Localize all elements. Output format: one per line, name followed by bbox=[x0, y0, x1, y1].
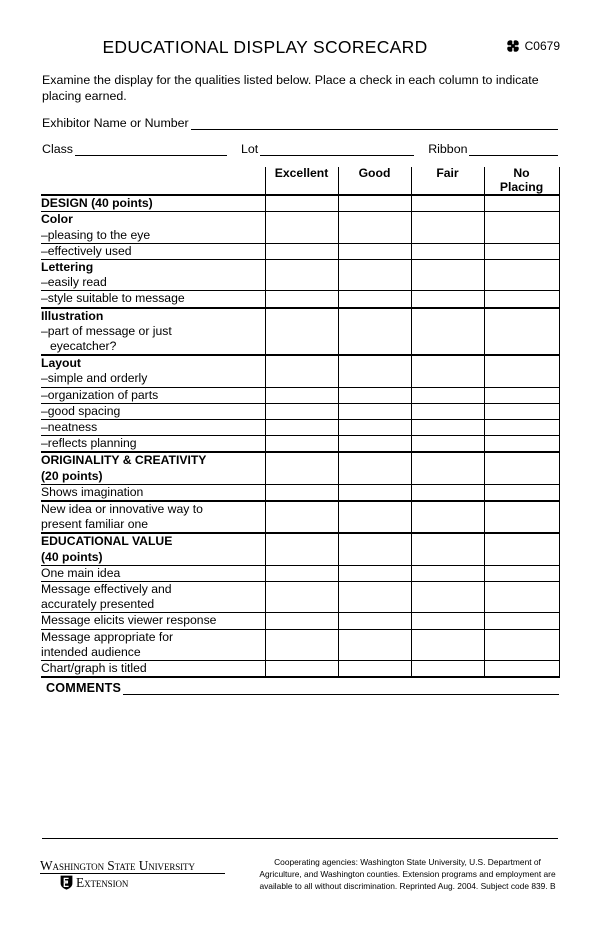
checkbox-cell-good[interactable] bbox=[338, 452, 411, 484]
checkbox-cell-fair[interactable] bbox=[411, 195, 484, 212]
checkbox-cell-good[interactable] bbox=[338, 291, 411, 308]
row-line1: ORIGINALITY & CREATIVITY bbox=[41, 453, 207, 468]
row-label-cell bbox=[41, 260, 265, 291]
row-label-cell bbox=[41, 355, 265, 387]
row-line2: –simple and orderly bbox=[41, 371, 148, 386]
row-line1: –reflects planning bbox=[41, 436, 137, 451]
row-line1: EDUCATIONAL VALUE bbox=[41, 534, 173, 549]
checkbox-cell-no-placing[interactable] bbox=[484, 501, 559, 533]
table-row bbox=[41, 661, 559, 678]
table-row bbox=[41, 195, 559, 212]
comments-row bbox=[41, 677, 559, 696]
row-label-cell bbox=[41, 291, 265, 308]
header-no-placing-line2: Placing bbox=[499, 179, 544, 194]
table-row bbox=[41, 308, 559, 356]
checkbox-cell-excellent[interactable] bbox=[265, 565, 338, 581]
row-label-cell bbox=[41, 661, 265, 678]
checkbox-cell-good[interactable] bbox=[338, 613, 411, 629]
class-lot-ribbon-row bbox=[42, 142, 558, 157]
row-line3: eyecatcher? bbox=[50, 339, 117, 354]
header-fair: Fair bbox=[411, 167, 484, 195]
row-line2: –easily read bbox=[41, 275, 107, 290]
row-label-cell bbox=[41, 195, 265, 212]
row-label-cell bbox=[41, 629, 265, 660]
scorecard-table bbox=[41, 167, 560, 696]
checkbox-cell-no-placing[interactable] bbox=[484, 613, 559, 629]
exhibitor-input[interactable] bbox=[191, 118, 558, 130]
bottom-divider bbox=[42, 838, 558, 839]
row-line2: –pleasing to the eye bbox=[41, 227, 151, 242]
row-line1: –style suitable to message bbox=[41, 291, 185, 306]
row-label-cell bbox=[41, 452, 265, 484]
row-label-cell bbox=[41, 484, 265, 501]
checkbox-cell-excellent[interactable] bbox=[265, 212, 338, 243]
checkbox-cell-fair[interactable] bbox=[411, 629, 484, 660]
header-excellent: Excellent bbox=[265, 167, 338, 195]
comments-cell bbox=[41, 677, 559, 696]
checkbox-cell-fair[interactable] bbox=[411, 212, 484, 243]
row-line1: New idea or innovative way to bbox=[41, 502, 203, 517]
checkbox-cell-good[interactable] bbox=[338, 484, 411, 501]
table-row bbox=[41, 387, 559, 403]
row-line1: –effectively used bbox=[41, 243, 132, 258]
row-line1: –good spacing bbox=[41, 403, 121, 418]
checkbox-cell-no-placing[interactable] bbox=[484, 484, 559, 501]
checkbox-cell-excellent[interactable] bbox=[265, 533, 338, 565]
publication-code bbox=[506, 39, 560, 53]
checkbox-cell-fair[interactable] bbox=[411, 501, 484, 533]
checkbox-cell-good[interactable] bbox=[338, 195, 411, 212]
checkbox-cell-no-placing[interactable] bbox=[484, 582, 559, 613]
row-line2: (20 points) bbox=[41, 468, 103, 483]
wsu-logo-extension: Extension bbox=[76, 875, 129, 890]
checkbox-cell-excellent[interactable] bbox=[265, 420, 338, 436]
checkbox-cell-good[interactable] bbox=[338, 355, 411, 387]
class-input[interactable] bbox=[75, 144, 227, 156]
checkbox-cell-no-placing[interactable] bbox=[484, 629, 559, 660]
checkbox-cell-good[interactable] bbox=[338, 582, 411, 613]
checkbox-cell-excellent[interactable] bbox=[265, 195, 338, 212]
checkbox-cell-excellent[interactable] bbox=[265, 243, 338, 259]
row-line1: One main idea bbox=[41, 565, 121, 580]
row-line1: Shows imagination bbox=[41, 484, 144, 499]
class-label: Class bbox=[42, 142, 73, 156]
checkbox-cell-good[interactable] bbox=[338, 212, 411, 243]
checkbox-cell-no-placing[interactable] bbox=[484, 533, 559, 565]
table-row bbox=[41, 436, 559, 453]
row-label-cell bbox=[41, 582, 265, 613]
row-line1: Message effectively and bbox=[41, 582, 172, 597]
checkbox-cell-good[interactable] bbox=[338, 387, 411, 403]
checkbox-cell-no-placing[interactable] bbox=[484, 355, 559, 387]
row-line1: DESIGN (40 points) bbox=[41, 196, 153, 211]
checkbox-cell-fair[interactable] bbox=[411, 452, 484, 484]
checkbox-cell-good[interactable] bbox=[338, 565, 411, 581]
row-line1: Illustration bbox=[41, 308, 104, 323]
checkbox-cell-good[interactable] bbox=[338, 629, 411, 660]
checkbox-cell-good[interactable] bbox=[338, 436, 411, 453]
checkbox-cell-fair[interactable] bbox=[411, 387, 484, 403]
wsu-logo bbox=[40, 858, 225, 890]
checkbox-cell-excellent[interactable] bbox=[265, 661, 338, 678]
checkbox-cell-good[interactable] bbox=[338, 308, 411, 356]
checkbox-cell-fair[interactable] bbox=[411, 661, 484, 678]
table-row bbox=[41, 355, 559, 387]
checkbox-cell-fair[interactable] bbox=[411, 565, 484, 581]
header-no-placing bbox=[484, 167, 559, 195]
page-footer bbox=[0, 852, 600, 922]
table-row bbox=[41, 212, 559, 243]
checkbox-cell-good[interactable] bbox=[338, 403, 411, 419]
checkbox-cell-fair[interactable] bbox=[411, 533, 484, 565]
checkbox-cell-no-placing[interactable] bbox=[484, 243, 559, 259]
checkbox-cell-no-placing[interactable] bbox=[484, 661, 559, 678]
table-row bbox=[41, 420, 559, 436]
checkbox-cell-good[interactable] bbox=[338, 420, 411, 436]
checkbox-cell-no-placing[interactable] bbox=[484, 387, 559, 403]
table-row bbox=[41, 291, 559, 308]
checkbox-cell-fair[interactable] bbox=[411, 291, 484, 308]
publication-code-text: C0679 bbox=[524, 39, 560, 53]
checkbox-cell-excellent[interactable] bbox=[265, 260, 338, 291]
checkbox-cell-no-placing[interactable] bbox=[484, 565, 559, 581]
checkbox-cell-excellent[interactable] bbox=[265, 403, 338, 419]
checkbox-cell-no-placing[interactable] bbox=[484, 436, 559, 453]
table-row bbox=[41, 613, 559, 629]
row-label-cell bbox=[41, 436, 265, 453]
exhibitor-label: Exhibitor Name or Number bbox=[42, 116, 189, 130]
comments-input[interactable] bbox=[123, 682, 559, 695]
cooperating-agencies-text: Cooperating agencies: Washington State University, U.S. Department of Agriculture, and Washington counties. Extension programs and employment are available to all without discrimination. Reprinted Aug. 2004. Subject code 839. B bbox=[259, 857, 556, 892]
wsu-extension-row bbox=[40, 875, 225, 890]
checkbox-cell-good[interactable] bbox=[338, 260, 411, 291]
row-label-cell bbox=[41, 565, 265, 581]
page-header bbox=[40, 36, 560, 62]
checkbox-cell-excellent[interactable] bbox=[265, 452, 338, 484]
shield-icon bbox=[60, 875, 73, 890]
row-line1: Message elicits viewer response bbox=[41, 613, 217, 628]
checkbox-cell-good[interactable] bbox=[338, 661, 411, 678]
row-line2: accurately presented bbox=[41, 597, 155, 612]
row-line2: present familiar one bbox=[41, 517, 149, 532]
checkbox-cell-good[interactable] bbox=[338, 243, 411, 259]
checkbox-cell-fair[interactable] bbox=[411, 613, 484, 629]
row-label-cell bbox=[41, 420, 265, 436]
checkbox-cell-fair[interactable] bbox=[411, 308, 484, 356]
header-good: Good bbox=[338, 167, 411, 195]
row-label-cell bbox=[41, 212, 265, 243]
exhibitor-field-row bbox=[42, 116, 558, 131]
row-line2: intended audience bbox=[41, 644, 141, 659]
table-header-row bbox=[41, 167, 559, 195]
row-label-cell bbox=[41, 613, 265, 629]
checkbox-cell-excellent[interactable] bbox=[265, 613, 338, 629]
table-row bbox=[41, 565, 559, 581]
wsu-logo-name: Washington State University bbox=[40, 858, 225, 874]
checkbox-cell-no-placing[interactable] bbox=[484, 260, 559, 291]
table-body bbox=[41, 195, 559, 677]
row-line1: Message appropriate for bbox=[41, 629, 174, 644]
row-line1: Chart/graph is titled bbox=[41, 661, 147, 676]
instructions-text: Examine the display for the qualities listed below. Place a check in each column to indicate placing earned. bbox=[42, 73, 539, 103]
row-label-cell bbox=[41, 243, 265, 259]
header-no-placing-line1: No bbox=[513, 166, 530, 180]
table-row bbox=[41, 243, 559, 259]
row-label-cell bbox=[41, 403, 265, 419]
lot-label: Lot bbox=[240, 142, 259, 156]
row-line2: (40 points) bbox=[41, 549, 103, 564]
checkbox-cell-no-placing[interactable] bbox=[484, 403, 559, 419]
table-row bbox=[41, 501, 559, 533]
checkbox-cell-fair[interactable] bbox=[411, 403, 484, 419]
checkbox-cell-good[interactable] bbox=[338, 501, 411, 533]
checkbox-cell-excellent[interactable] bbox=[265, 501, 338, 533]
table-row bbox=[41, 582, 559, 613]
checkbox-cell-excellent[interactable] bbox=[265, 484, 338, 501]
checkbox-cell-excellent[interactable] bbox=[265, 629, 338, 660]
row-label-cell bbox=[41, 308, 265, 356]
checkbox-cell-fair[interactable] bbox=[411, 484, 484, 501]
lot-input[interactable] bbox=[260, 144, 414, 156]
checkbox-cell-excellent[interactable] bbox=[265, 387, 338, 403]
table-row bbox=[41, 403, 559, 419]
row-label-cell bbox=[41, 501, 265, 533]
comments-label: COMMENTS bbox=[46, 681, 122, 696]
checkbox-cell-no-placing[interactable] bbox=[484, 291, 559, 308]
checkbox-cell-fair[interactable] bbox=[411, 243, 484, 259]
checkbox-cell-fair[interactable] bbox=[411, 355, 484, 387]
ribbon-label: Ribbon bbox=[428, 142, 468, 156]
row-label-cell bbox=[41, 387, 265, 403]
checkbox-cell-good[interactable] bbox=[338, 533, 411, 565]
row-line1: Lettering bbox=[41, 260, 94, 274]
ribbon-input[interactable] bbox=[469, 144, 558, 156]
row-line2: –part of message or just bbox=[41, 323, 172, 338]
checkbox-cell-excellent[interactable] bbox=[265, 436, 338, 453]
checkbox-cell-excellent[interactable] bbox=[265, 291, 338, 308]
table-row bbox=[41, 260, 559, 291]
table-row bbox=[41, 533, 559, 565]
header-blank-cell bbox=[41, 167, 265, 195]
checkbox-cell-fair[interactable] bbox=[411, 420, 484, 436]
table-row bbox=[41, 452, 559, 484]
checkbox-cell-excellent[interactable] bbox=[265, 355, 338, 387]
checkbox-cell-no-placing[interactable] bbox=[484, 195, 559, 212]
table-row bbox=[41, 629, 559, 660]
row-line1: –organization of parts bbox=[41, 387, 159, 402]
checkbox-cell-excellent[interactable] bbox=[265, 308, 338, 356]
checkbox-cell-no-placing[interactable] bbox=[484, 212, 559, 243]
row-line1: –neatness bbox=[41, 420, 98, 435]
checkbox-cell-excellent[interactable] bbox=[265, 582, 338, 613]
checkbox-cell-fair[interactable] bbox=[411, 582, 484, 613]
checkbox-cell-no-placing[interactable] bbox=[484, 308, 559, 356]
checkbox-cell-fair[interactable] bbox=[411, 436, 484, 453]
row-line1: Layout bbox=[41, 356, 81, 371]
row-label-cell bbox=[41, 533, 265, 565]
page-title: EDUCATIONAL DISPLAY SCORECARD bbox=[102, 37, 428, 57]
row-line1: Color bbox=[41, 212, 73, 227]
checkbox-cell-fair[interactable] bbox=[411, 260, 484, 291]
clover-icon bbox=[506, 39, 520, 53]
checkbox-cell-no-placing[interactable] bbox=[484, 420, 559, 436]
table-row bbox=[41, 484, 559, 501]
checkbox-cell-no-placing[interactable] bbox=[484, 452, 559, 484]
